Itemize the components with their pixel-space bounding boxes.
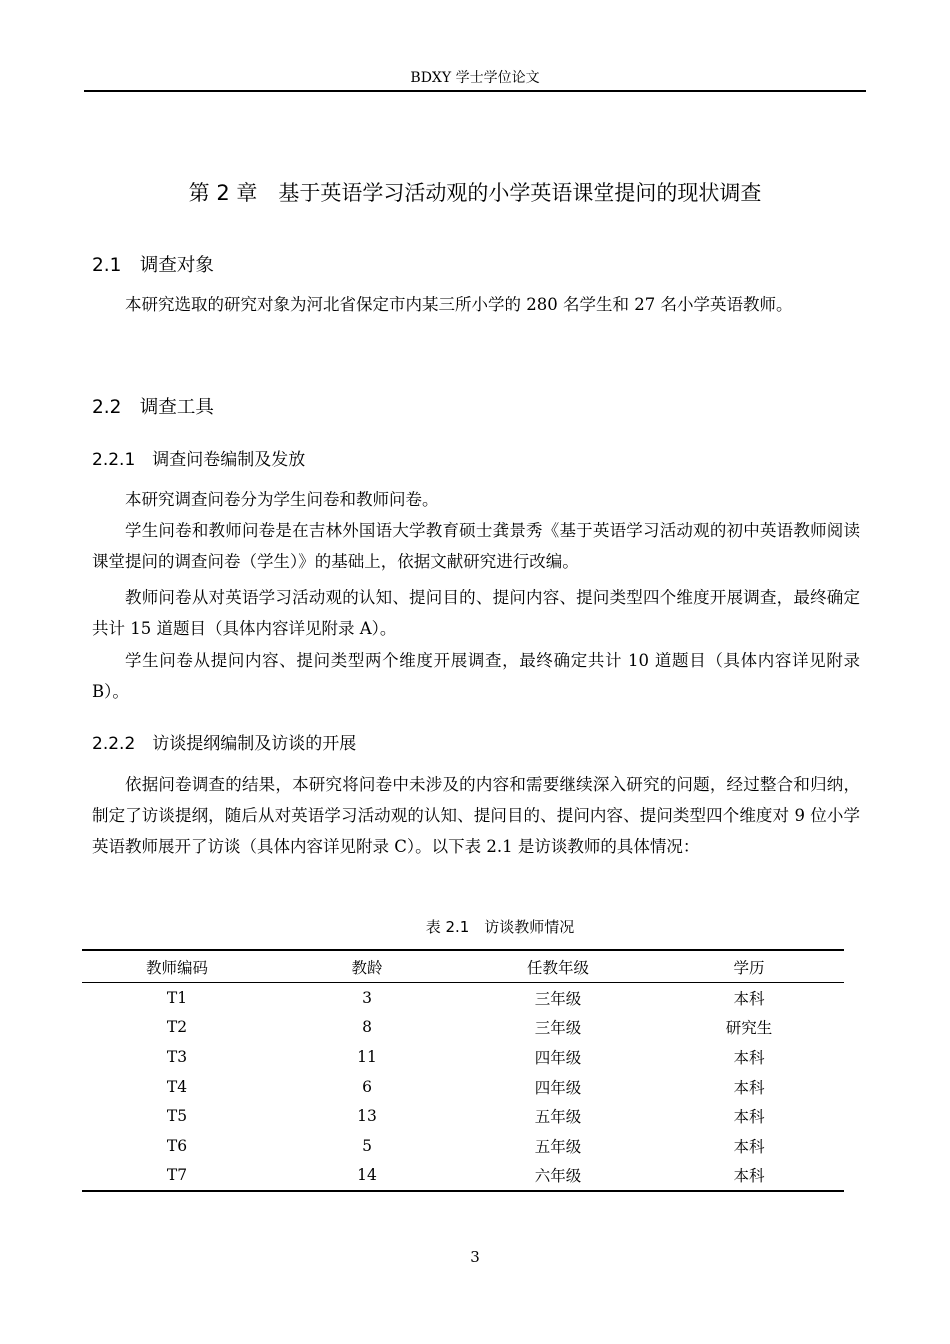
page-number: 3 (470, 1248, 480, 1266)
table-cell: T2 (166, 1018, 188, 1037)
table-row (82, 1101, 844, 1131)
table-cell: 本科 (733, 1137, 765, 1156)
table-cell: 三年级 (534, 989, 582, 1008)
paragraph-2-2-1-c: 教师问卷从对英语学习活动观的认知、提问目的、提问内容、提问类型四个维度开展调查，最终确定共计 15 道题目（具体内容详见附录 A）。 (92, 588, 860, 638)
teacher-info-table (82, 949, 844, 1192)
table-cell: 11 (357, 1047, 377, 1066)
table-cell: 8 (362, 1018, 372, 1037)
table-cell: 本科 (733, 1048, 765, 1067)
table-cell: T3 (166, 1047, 188, 1066)
table-row (82, 1072, 844, 1102)
table-cell: 五年级 (534, 1108, 582, 1127)
table-cell: 四年级 (534, 1048, 582, 1067)
table-cell: 研究生 (725, 1019, 773, 1038)
paragraph-2-2-1-a: 本研究调查问卷分为学生问卷和教师问卷。 (125, 490, 439, 509)
section-heading-2-1: 2.1 调查对象 (92, 255, 214, 276)
paragraph-2-2-2: 依据问卷调查的结果，本研究将问卷中未涉及的内容和需要继续深入研究的问题，经过整合和归纳，制定了访谈提纲，随后从对英语学习活动观的认知、提问目的、提问内容、提问类型四个维度对 9 位小学英语教师展开了访谈（具体内容详见附录 C）。以下表 2.1 是访谈教师的具体情况： (92, 775, 860, 856)
table-cell: 四年级 (534, 1078, 582, 1097)
table-cell: 本科 (733, 989, 765, 1008)
table-cell: 本科 (733, 1108, 765, 1127)
table-header-row (82, 950, 844, 983)
table-cell: T4 (166, 1077, 188, 1096)
table-cell: 13 (357, 1107, 377, 1126)
paragraph-2-2-1-b: 学生问卷和教师问卷是在吉林外国语大学教育硕士龚景秀《基于英语学习活动观的初中英语教师阅读课堂提问的调查问卷（学生）》的基础上，依据文献研究进行改编。 (92, 521, 860, 571)
table-cell: T5 (166, 1107, 188, 1126)
column-header: 任教年级 (462, 950, 654, 983)
table-row (82, 1042, 844, 1072)
section-heading-2-2: 2.2 调查工具 (92, 397, 214, 418)
table-cell: 14 (357, 1166, 377, 1185)
table-cell: 6 (362, 1077, 372, 1096)
table-cell: T7 (166, 1166, 188, 1185)
table-cell: T1 (166, 988, 188, 1007)
table-cell: 五年级 (534, 1137, 582, 1156)
table-cell: 本科 (733, 1078, 765, 1097)
subsection-heading-2-2-1: 2.2.1 调查问卷编制及发放 (92, 450, 306, 470)
table-row (82, 1131, 844, 1161)
page-header: BDXY 学士学位论文 (84, 68, 866, 92)
chapter-title: 第 2 章 基于英语学习活动观的小学英语课堂提问的现状调查 (188, 181, 762, 205)
subsection-heading-2-2-2: 2.2.2 访谈提纲编制及访谈的开展 (92, 734, 357, 754)
table-cell: 本科 (733, 1167, 765, 1186)
paragraph-2-1: 本研究选取的研究对象为河北省保定市内某三所小学的 280 名学生和 27 名小学英语教师。 (125, 295, 793, 314)
column-header: 学历 (654, 950, 844, 983)
table-cell: 三年级 (534, 1019, 582, 1038)
paragraph-2-2-1-d: 学生问卷从提问内容、提问类型两个维度开展调查，最终确定共计 10 道题目（具体内容详见附录 B）。 (92, 651, 860, 701)
column-header: 教师编码 (82, 950, 272, 983)
column-header: 教龄 (272, 950, 462, 983)
table-cell: 3 (362, 988, 372, 1007)
table-row (82, 983, 844, 1013)
table-cell: 5 (362, 1136, 372, 1155)
table-caption: 表 2.1 访谈教师情况 (425, 918, 575, 936)
table-cell: T6 (166, 1136, 188, 1155)
table-row (82, 1161, 844, 1192)
table-row (82, 1013, 844, 1043)
table-cell: 六年级 (534, 1167, 582, 1186)
